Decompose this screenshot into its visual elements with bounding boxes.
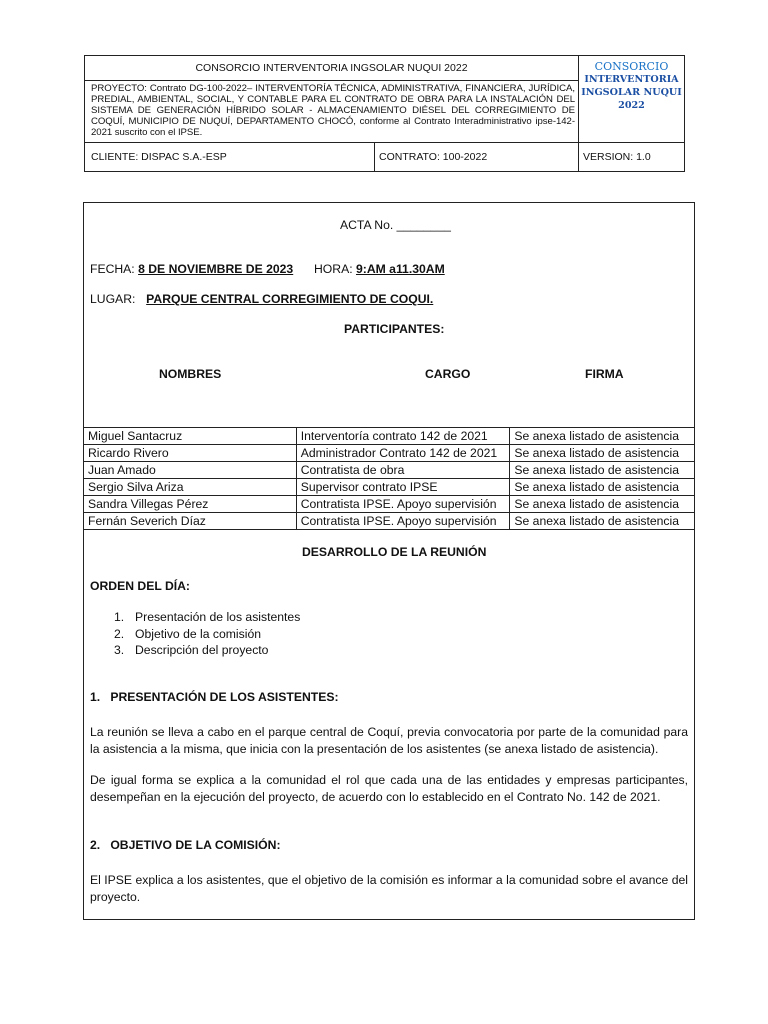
date-label: FECHA: bbox=[90, 262, 135, 276]
time-value: 9:AM a11.30AM bbox=[355, 262, 445, 276]
document-header bbox=[84, 55, 685, 172]
participant-signature: Se anexa listado de asistencia bbox=[510, 479, 694, 496]
agenda-number: 3. bbox=[114, 643, 125, 657]
participant-role: Administrador Contrato 142 de 2021 bbox=[296, 445, 510, 462]
participant-role: Supervisor contrato IPSE bbox=[296, 479, 510, 496]
agenda-text: Objetivo de la comisión bbox=[135, 626, 261, 641]
table-row bbox=[84, 513, 694, 530]
project-description: PROYECTO: Contrato DG-100-2022– INTERVENTORÍA TÉCNICA, ADMINISTRATIVA, FINANCIERA, JURÍDICA, PREDIAL, AMBIENTAL, SOCIAL, Y CONTABLE PARA EL CONTRATO DE OBRA PARA LA INSTALACIÓN DEL SISTEMA DE GENERACIÓN HÍBRIDO SOLAR - ALMACENAMIENTO DIÉSEL DEL CORREGIMIENTO DE COQUÍ, MUNICIPIO DE NUQUÍ, DEPARTAMENTO CHOCÓ, conforme al Contrato Interadministrativo ipse-142-2021 suscrito con el IPSE. bbox=[85, 81, 579, 143]
column-header-role: CARGO bbox=[425, 367, 471, 381]
place-value: PARQUE CENTRAL CORREGIMIENTO DE COQUI. bbox=[146, 292, 434, 306]
consortium-logo bbox=[579, 56, 684, 143]
meeting-title: DESARROLLO DE LA REUNIÓN bbox=[302, 545, 487, 559]
version-cell: VERSION: 1.0 bbox=[583, 151, 651, 163]
participant-name: Juan Amado bbox=[84, 462, 296, 479]
agenda-number: 1. bbox=[114, 610, 125, 624]
section2-title: 2. OBJETIVO DE LA COMISIÓN: bbox=[90, 838, 281, 852]
table-row bbox=[84, 428, 694, 445]
participant-role: Contratista de obra bbox=[296, 462, 510, 479]
place-line bbox=[90, 292, 433, 306]
participant-name: Miguel Santacruz bbox=[84, 428, 296, 445]
time-label: HORA: bbox=[313, 262, 353, 276]
list-item bbox=[114, 626, 300, 643]
participant-signature: Se anexa listado de asistencia bbox=[510, 445, 694, 462]
participant-role: Contratista IPSE. Apoyo supervisión bbox=[296, 496, 510, 513]
participant-name: Sergio Silva Ariza bbox=[84, 479, 296, 496]
participant-role: Contratista IPSE. Apoyo supervisión bbox=[296, 513, 510, 530]
logo-line-1: CONSORCIO bbox=[594, 60, 669, 73]
section1-paragraph-2: De igual forma se explica a la comunidad el rol que cada una de las entidades y empresas participantes, desempeñan en la ejecución del proyecto, de acuerdo con lo establecido en el Contrato No. 142 de 2021. bbox=[90, 773, 688, 804]
participant-signature: Se anexa listado de asistencia bbox=[510, 428, 694, 445]
participant-name: Ricardo Rivero bbox=[84, 445, 296, 462]
logo-line-3: INGSOLAR NUQUI bbox=[581, 87, 682, 98]
participant-role: Interventoría contrato 142 de 2021 bbox=[296, 428, 510, 445]
table-row bbox=[84, 479, 694, 496]
logo-line-2: INTERVENTORIA bbox=[584, 74, 679, 85]
agenda-text: Presentación de los asistentes bbox=[135, 610, 301, 624]
agenda-title: ORDEN DEL DÍA: bbox=[90, 579, 190, 593]
place-label: LUGAR: bbox=[90, 292, 136, 306]
agenda-list bbox=[114, 609, 300, 659]
participant-signature: Se anexa listado de asistencia bbox=[510, 513, 694, 530]
participants-table bbox=[84, 427, 694, 530]
table-row bbox=[84, 462, 694, 479]
section2-paragraph-1: El IPSE explica a los asistentes, que el objetivo de la comisión es informar a la comunidad sobre el avance del proyecto. bbox=[90, 873, 688, 904]
list-item bbox=[114, 609, 300, 626]
table-row bbox=[84, 496, 694, 513]
participant-name: Sandra Villegas Pérez bbox=[84, 496, 296, 513]
section1-paragraph-1: La reunión se lleva a cabo en el parque central de Coquí, previa convocatoria por parte de la comunidad para la asistencia a la misma, que inicia con la presentación de los asistentes (se anexa listado de asistencia). bbox=[90, 725, 688, 756]
participant-signature: Se anexa listado de asistencia bbox=[510, 496, 694, 513]
column-header-names: NOMBRES bbox=[159, 367, 222, 381]
client-cell: CLIENTE: DISPAC S.A.-ESP bbox=[85, 143, 375, 171]
section1-title: 1. PRESENTACIÓN DE LOS ASISTENTES: bbox=[90, 690, 339, 704]
date-value: 8 DE NOVIEMBRE DE 2023 bbox=[138, 262, 294, 276]
list-item bbox=[114, 642, 300, 659]
acta-number: ACTA No. ________ bbox=[340, 218, 451, 232]
participant-signature: Se anexa listado de asistencia bbox=[510, 462, 694, 479]
contract-cell: CONTRATO: 100-2022 bbox=[375, 143, 579, 171]
column-header-signature: FIRMA bbox=[585, 367, 624, 381]
logo-line-4: 2022 bbox=[618, 100, 645, 111]
acta-body bbox=[83, 202, 695, 920]
agenda-text: Descripción del proyecto bbox=[135, 643, 269, 657]
participants-title: PARTICIPANTES: bbox=[344, 322, 445, 336]
participant-name: Fernán Severich Díaz bbox=[84, 513, 296, 530]
agenda-number: 2. bbox=[114, 626, 125, 641]
header-title: CONSORCIO INTERVENTORIA INGSOLAR NUQUI 2022 bbox=[85, 56, 579, 81]
table-row bbox=[84, 445, 694, 462]
date-line bbox=[90, 262, 445, 276]
